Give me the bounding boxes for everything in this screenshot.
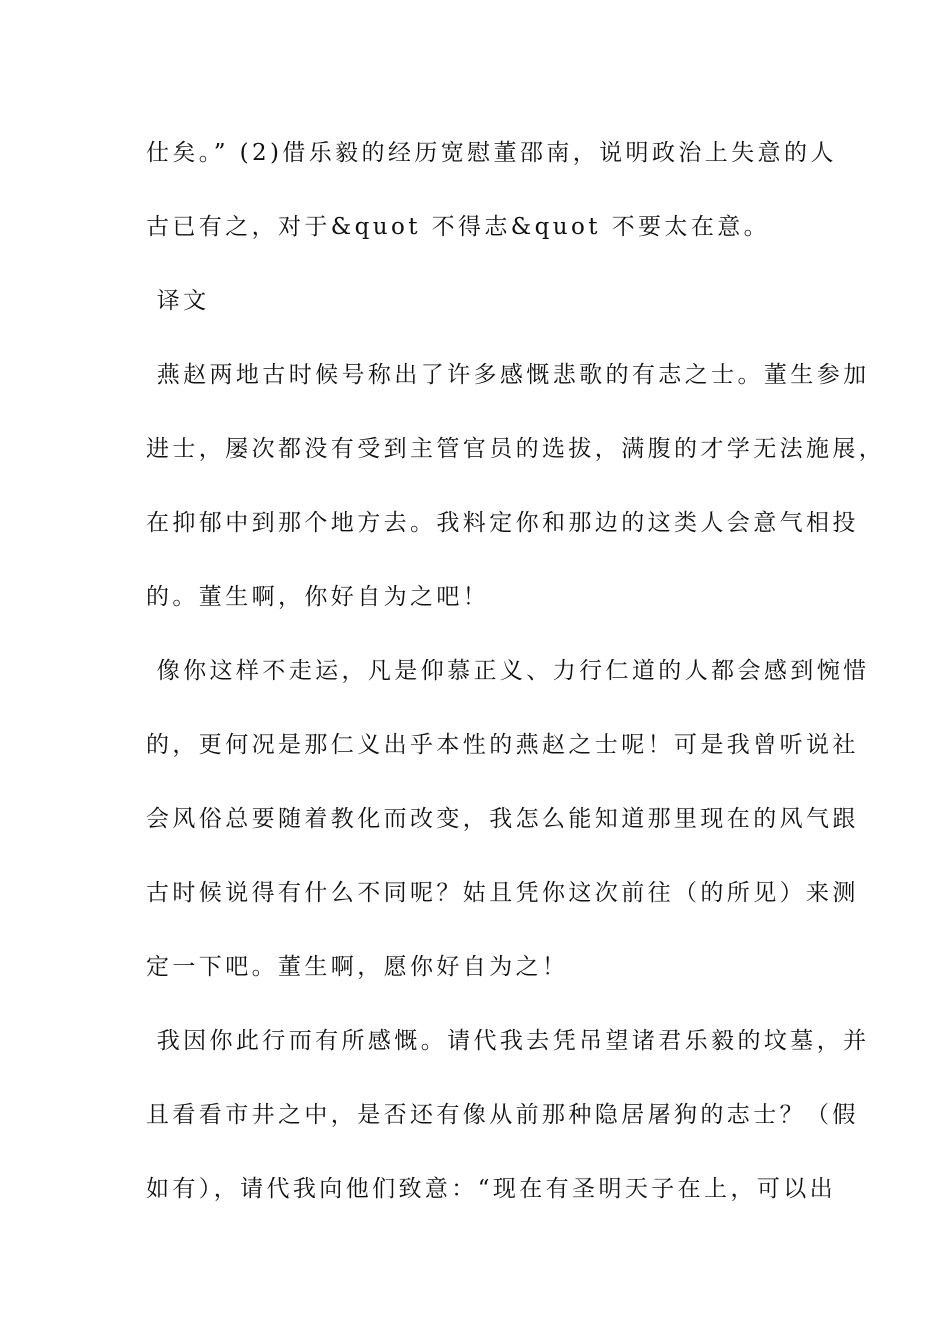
text-line: 古已有之，对于&quot 不得志&quot 不要太在意。 (146, 214, 771, 240)
text-line: 进士，屡次都没有受到主管官员的选拔，满腹的才学无法施展， (146, 436, 886, 462)
text-line: 定一下吧。董生啊，愿你好自为之！ (146, 954, 569, 980)
text-line: 像你这样不走运，凡是仰慕正义、力行仁道的人都会感到惋惜 (146, 658, 870, 684)
text-line: 且看看市井之中，是否还有像从前那种隐居屠狗的志士？（假 (146, 1102, 859, 1128)
text-line: 会风俗总要随着教化而改变，我怎么能知道那里现在的风气跟 (146, 806, 859, 832)
section-heading: 译文 (146, 288, 210, 314)
text-line: 的，更何况是那仁义出乎本性的燕赵之士呢！可是我曾听说社 (146, 732, 859, 758)
text-line: 我因你此行而有所感慨。请代我去凭吊望诸君乐毅的坟墓，并 (146, 1028, 870, 1054)
text-line: 古时候说得有什么不同呢？姑且凭你这次前往（的所见）来测 (146, 880, 859, 906)
text-line: 燕赵两地古时候号称出了许多感慨悲歌的有志之士。董生参加 (146, 362, 870, 388)
text-line: 在抑郁中到那个地方去。我料定你和那边的这类人会意气相投 (146, 510, 859, 536)
text-line: 的。董生啊，你好自为之吧！ (146, 584, 490, 610)
text-line: 仕矣。” (2)借乐毅的经历宽慰董邵南，说明政治上失意的人 (146, 140, 837, 166)
text-line: 如有），请代我向他们致意：“现在有圣明天子在上，可以出 (146, 1176, 837, 1202)
